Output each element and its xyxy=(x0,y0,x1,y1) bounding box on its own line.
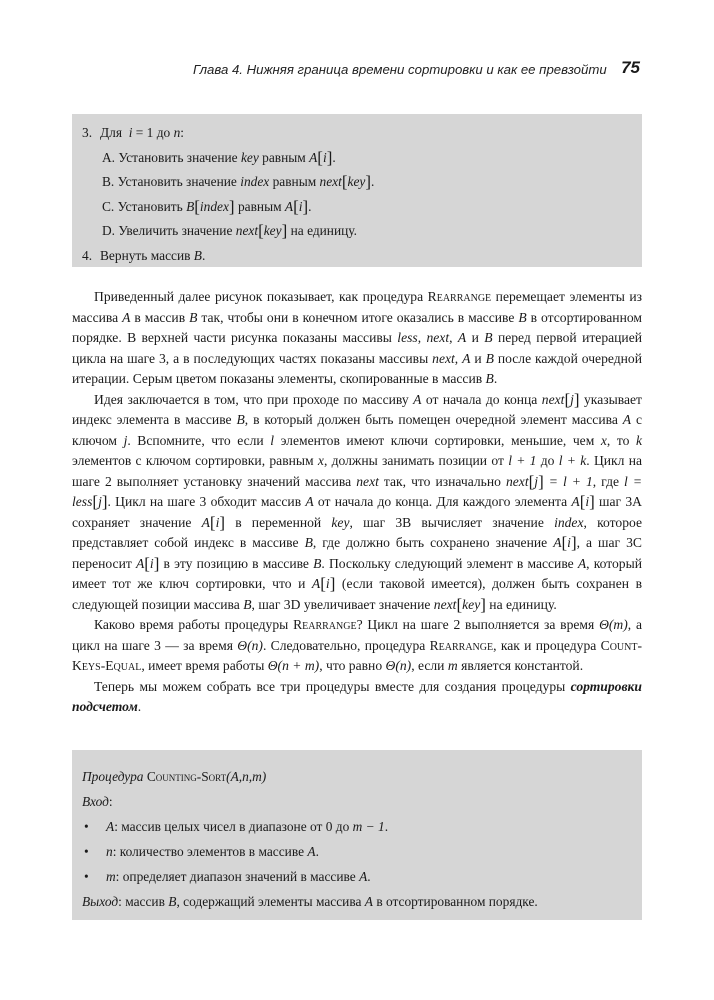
text-fragment: B xyxy=(243,596,252,612)
text-fragment: так, что изначально xyxy=(378,473,506,489)
step-4 xyxy=(82,244,632,269)
text-fragment: A xyxy=(457,330,467,345)
text-fragment: less xyxy=(397,330,418,345)
step-3 xyxy=(82,121,632,146)
text-fragment: j xyxy=(123,432,128,448)
text-fragment: B xyxy=(485,350,494,366)
text-fragment: ? Цикл на шаге 2 выполняется за время xyxy=(356,617,600,632)
text-fragment: B xyxy=(168,894,177,909)
paragraph-rearrange-figure xyxy=(72,287,642,390)
text-fragment: , содержащий элементы массива xyxy=(176,894,365,909)
text-fragment: Для xyxy=(100,125,122,140)
bullet-icon: • xyxy=(84,819,89,834)
procedure-box xyxy=(72,750,642,920)
text-fragment: next xyxy=(541,391,565,407)
text-fragment: : xyxy=(180,125,185,140)
text-fragment: Count-Keys-Equal xyxy=(72,637,642,673)
text-fragment: A xyxy=(413,391,422,407)
text-fragment: i xyxy=(298,198,303,214)
text-fragment: Процедура xyxy=(82,769,147,784)
procedure-title xyxy=(82,764,634,789)
text-fragment: B xyxy=(304,535,313,550)
text-fragment: и xyxy=(470,350,486,366)
text-fragment: шаг 3A сохраняет значение xyxy=(72,494,642,530)
text-fragment: Каково время работы процедуры xyxy=(94,617,294,632)
text-fragment: . Поскольку следующий элемент в массиве xyxy=(321,555,578,571)
text-fragment: i xyxy=(149,555,154,571)
text-fragment: key xyxy=(263,223,282,238)
text-fragment: : массив xyxy=(118,894,169,909)
text-fragment: : массив целых чисел в диапазоне от 0 до xyxy=(114,819,353,834)
running-head: Глава 4. Нижняя граница времени сортировки и как ее превзойти xyxy=(193,62,607,77)
text-fragment: . xyxy=(384,819,389,834)
text-fragment: B xyxy=(484,330,493,345)
text-fragment: next xyxy=(433,596,457,612)
text-fragment: так, чтобы они в конечном итоге оказались в массиве xyxy=(197,309,519,325)
text-fragment: A xyxy=(571,494,580,509)
text-fragment: , которое представляет собой индекс в массиве xyxy=(72,514,642,550)
text-fragment: . xyxy=(367,869,371,884)
text-fragment: , xyxy=(454,350,463,366)
text-fragment: A xyxy=(577,555,587,571)
text-fragment: B xyxy=(236,412,245,427)
text-fragment: j xyxy=(98,494,102,509)
text-fragment: (если таковой имеется), должен быть сохранен в следующей позиции массива xyxy=(72,576,642,612)
paragraph-running-time xyxy=(72,615,642,677)
text-fragment: равным xyxy=(237,198,285,214)
text-fragment: index xyxy=(240,174,270,189)
text-fragment: Вернуть массив xyxy=(100,247,194,263)
text-fragment: в отсортированном порядке. В верхней части рисунка показаны массивы xyxy=(72,309,642,345)
text-fragment: . xyxy=(315,844,319,859)
procedure-output xyxy=(82,889,634,914)
text-fragment: B xyxy=(193,247,202,263)
text-fragment: сортировки подсчетом xyxy=(72,678,642,714)
text-fragment: , шаг 3D увеличивает значение xyxy=(251,596,434,612)
text-fragment: Rearrange xyxy=(293,617,357,632)
text-fragment: n xyxy=(173,125,181,140)
text-fragment: : определяет диапазон значений в массиве xyxy=(115,869,360,884)
text-fragment: , если xyxy=(411,658,448,673)
text-fragment: D. Увеличить значение xyxy=(102,223,236,238)
text-fragment: next xyxy=(356,473,379,489)
text-fragment: next xyxy=(432,350,455,366)
text-fragment: , а шаг 3C переносит xyxy=(72,535,642,571)
text-fragment: , в который должен быть помещен очередной элемент массива xyxy=(244,412,623,427)
text-fragment: A xyxy=(622,412,632,427)
text-fragment: Вход xyxy=(82,794,109,809)
text-fragment: Θ(m) xyxy=(599,617,628,632)
text-fragment: j xyxy=(570,391,574,407)
text-fragment: Counting-Sort xyxy=(146,769,227,784)
input-item-m xyxy=(82,864,634,889)
text-fragment: . Цикл на шаге 2 выполняет установку значений массива xyxy=(72,453,643,489)
input-item-n xyxy=(82,839,634,864)
text-fragment: в массив xyxy=(130,309,190,325)
text-fragment: B xyxy=(186,198,195,214)
text-fragment: key xyxy=(331,514,350,530)
text-fragment: l + 1 xyxy=(508,453,537,468)
input-item-a xyxy=(82,814,634,839)
text-fragment: A xyxy=(307,844,316,859)
text-fragment: . Следовательно, процедура xyxy=(262,637,430,653)
text-fragment: , где должно быть сохранено значение xyxy=(312,535,554,550)
text-fragment: элементов с ключом сортировки, равным xyxy=(72,453,318,468)
text-fragment: : количество элементов в массиве xyxy=(112,844,308,859)
text-fragment: A. Установить значение xyxy=(102,149,241,165)
text-fragment: k xyxy=(635,432,642,448)
text-fragment: , xyxy=(417,330,427,345)
bullet-icon: • xyxy=(84,869,89,884)
text-fragment: , шаг 3B вычисляет значение xyxy=(349,514,555,530)
text-fragment: B xyxy=(313,555,322,571)
text-fragment: : xyxy=(108,794,113,809)
text-fragment: A xyxy=(201,514,210,530)
text-fragment: . Вспомните, что если xyxy=(127,432,271,448)
text-fragment: index xyxy=(199,198,229,214)
text-fragment: i xyxy=(128,125,133,140)
text-fragment: i xyxy=(567,535,571,550)
text-fragment: m xyxy=(447,658,458,673)
text-fragment: i xyxy=(215,514,220,530)
paragraph-counting-sort-intro xyxy=(72,677,642,718)
text-fragment: B. Установить значение xyxy=(102,174,241,189)
text-fragment: A xyxy=(122,309,131,325)
body-text xyxy=(72,287,642,718)
page-number: 75 xyxy=(621,58,640,77)
text-fragment: в эту позицию в массиве xyxy=(159,555,314,571)
text-fragment: на единицу. xyxy=(485,596,557,612)
text-fragment: Rearrange xyxy=(429,637,494,653)
text-fragment: A xyxy=(305,494,314,509)
text-fragment: next xyxy=(319,174,342,189)
step-3b: B. Установить значение index равным next[key]. xyxy=(102,172,375,191)
text-fragment: i xyxy=(322,149,327,165)
text-fragment: . xyxy=(308,198,312,214)
text-fragment: , xyxy=(449,330,458,345)
text-fragment: до xyxy=(536,453,559,468)
text-fragment: , имеет время работы xyxy=(141,658,268,673)
text-fragment: Идея заключается в том, что при проходе по массиву xyxy=(94,391,414,407)
text-fragment: с ключом xyxy=(72,412,642,448)
text-fragment: , должны занимать позиции от xyxy=(323,453,509,468)
text-fragment: . xyxy=(493,371,498,386)
text-fragment: x xyxy=(600,432,607,448)
text-fragment: A xyxy=(553,535,562,550)
text-fragment: A xyxy=(309,149,318,165)
text-fragment: (A,n,m) xyxy=(226,769,267,784)
text-fragment: в переменной xyxy=(225,514,332,530)
text-fragment: C. Установить xyxy=(102,198,187,214)
text-fragment: , который имеет тот же ключ сортировки, что и xyxy=(72,555,642,591)
text-fragment: key xyxy=(462,596,481,612)
bullet-icon: • xyxy=(84,844,89,859)
step-3a: A. Установить значение key равным A[i]. xyxy=(102,147,336,167)
text-fragment: i xyxy=(325,576,330,591)
paragraph-idea: Идея заключается в том, что при проходе по массиву A от начала до конца next[j] указывает индекс элемента в массиве B, в который должен быть помещен очередной элемент массива A с ключом j. Вспомните, что если l элементов имеют ключи сортировки, меньшие, чем x, то k элементов с ключом сортировки, равным x, должны занимать позиции от l + 1 до l + k. Цикл на шаге 2 выполняет установку значений массива next так, что изначально next[j] = l + 1, где l = less[j]. Цикл на шаге 3 обходит массив A от начала до конца. Для каждого элемента A[i] шаг 3A сохраняет значение A[i] в переменной key, шаг 3B вычисляет значение index, которое представляет собой индекс в массиве B, где должно быть сохранено значение A[i], а шаг 3C переносит A[i] в эту позицию в массиве B. Поскольку следующий элемент в массиве A, который имеет тот же ключ сортировки, что и A[i] (если таковой имеется), должен быть сохранен в следующей позиции массива B, шаг 3D увеличивает значение next[key] на единицу. xyxy=(72,389,643,614)
text-fragment: A xyxy=(359,869,368,884)
text-fragment: n xyxy=(106,844,113,859)
text-fragment: A xyxy=(311,576,321,591)
text-fragment: в отсортированном порядке. xyxy=(372,894,538,909)
algorithm-steps-box xyxy=(72,114,642,267)
text-fragment: A xyxy=(106,819,115,834)
text-fragment: , то xyxy=(606,432,636,448)
text-fragment: l = less xyxy=(72,473,643,509)
text-fragment: Θ(n + m) xyxy=(267,658,320,673)
text-fragment: next xyxy=(505,473,529,489)
text-fragment: A xyxy=(462,350,471,366)
text-fragment: next xyxy=(235,223,259,238)
text-fragment: B xyxy=(518,309,527,325)
text-fragment: x xyxy=(317,453,324,468)
procedure-input-label xyxy=(82,789,634,814)
text-fragment: . xyxy=(332,149,336,165)
text-fragment: 3. xyxy=(82,125,93,140)
text-fragment: указывает индекс элемента в массиве xyxy=(72,391,642,427)
text-fragment: Rearrange xyxy=(427,289,492,304)
text-fragment: Θ(n) xyxy=(385,658,412,673)
text-fragment: m xyxy=(106,869,116,884)
text-fragment: Приведенный далее рисунок показывает, как процедура xyxy=(94,289,428,304)
text-fragment: , что равно xyxy=(319,658,386,673)
text-fragment: Θ(n) xyxy=(237,637,263,653)
text-fragment: key xyxy=(240,149,259,165)
text-fragment: 4. xyxy=(82,247,93,263)
text-fragment: l + k xyxy=(558,453,587,468)
text-fragment: равным xyxy=(258,149,310,165)
text-fragment: = 1 до xyxy=(132,125,174,140)
text-fragment: , а цикл на шаге 3 — за время xyxy=(72,617,642,653)
text-fragment: B xyxy=(189,309,198,325)
text-fragment: . xyxy=(201,247,206,263)
text-fragment: элементов имеют ключи сортировки, меньшие, чем xyxy=(274,432,601,448)
text-fragment: от начала до конца xyxy=(421,391,542,407)
text-fragment: l xyxy=(270,432,275,448)
text-fragment: от начала до конца. Для каждого элемента xyxy=(313,494,572,509)
text-fragment: , как и процедура xyxy=(493,637,601,653)
text-fragment: после каждой очередной итерации. Серым цветом показаны элементы, скопированные в массив xyxy=(72,350,643,386)
text-fragment: на единицу. xyxy=(290,223,358,238)
text-fragment: равным xyxy=(269,174,320,189)
text-fragment: является константой. xyxy=(457,658,584,673)
step-3d: D. Увеличить значение next[key] на единицу. xyxy=(102,221,358,240)
text-fragment: next xyxy=(426,330,450,345)
text-fragment: i xyxy=(585,494,590,509)
text-fragment: = l + 1 xyxy=(543,473,593,489)
text-fragment: , где xyxy=(592,473,625,489)
text-fragment: A xyxy=(284,198,294,214)
text-fragment: . xyxy=(371,174,375,189)
step-3c: C. Установить B[index] равным A[i]. xyxy=(102,196,312,216)
text-fragment: B xyxy=(485,371,494,386)
text-fragment: и xyxy=(466,330,485,345)
text-fragment: j xyxy=(534,473,539,489)
text-fragment: key xyxy=(347,174,366,189)
text-fragment: перемещает элементы из массива xyxy=(72,289,643,325)
text-fragment: index xyxy=(554,514,584,530)
text-fragment: m − 1 xyxy=(352,819,385,834)
text-fragment: Выход xyxy=(82,894,119,909)
text-fragment: A xyxy=(135,555,145,571)
text-fragment: перед первой итерацией цикла на шаге 3, а в последующих частях показаны массивы xyxy=(72,330,643,366)
text-fragment: Теперь мы можем собрать все три процедуры вместе для создания процедуры xyxy=(94,678,571,694)
text-fragment: . xyxy=(137,699,142,714)
text-fragment: A xyxy=(364,894,373,909)
text-fragment: . Цикл на шаге 3 обходит массив xyxy=(107,494,306,509)
